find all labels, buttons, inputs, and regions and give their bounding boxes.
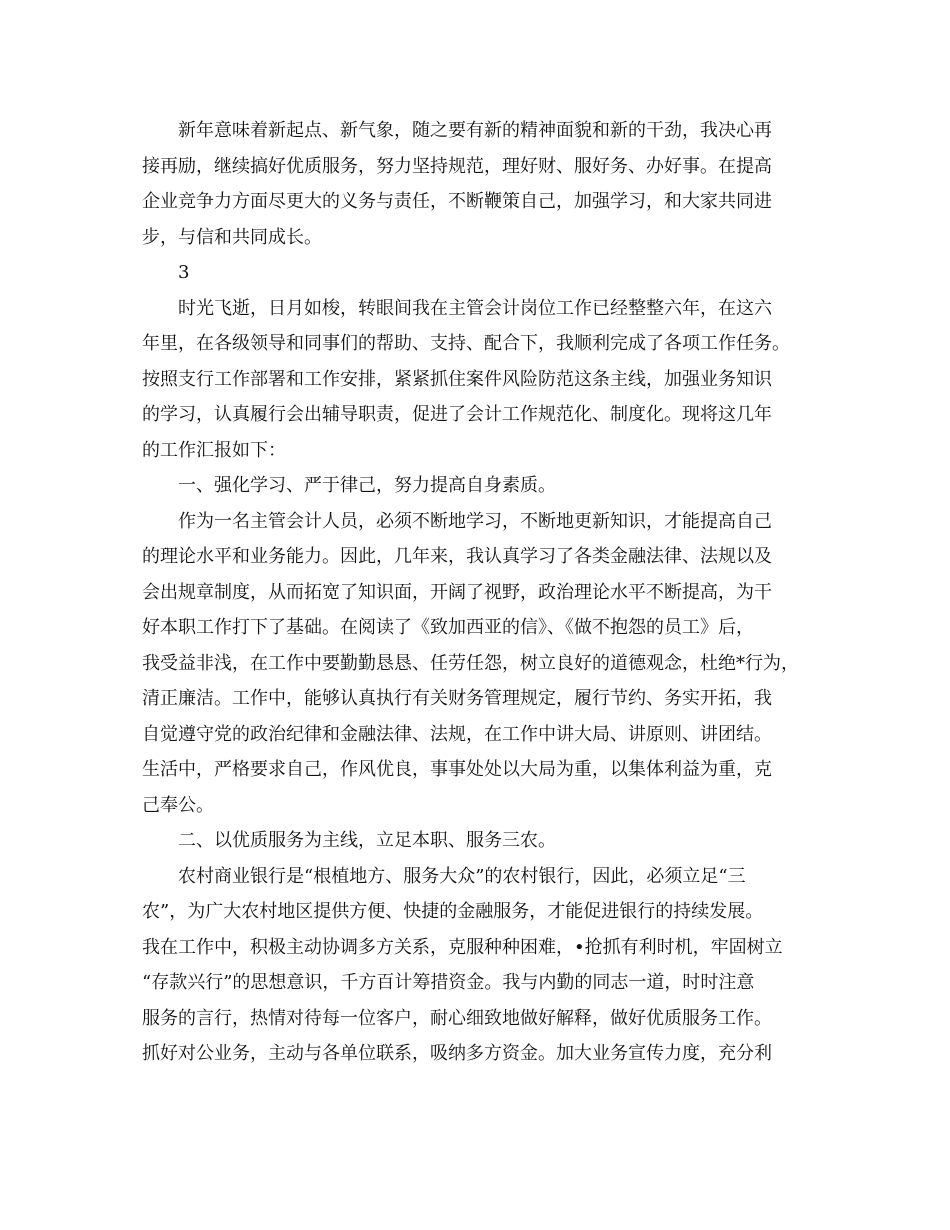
text-line: 3 <box>178 262 190 283</box>
text-line: 己奉公。 <box>142 794 214 816</box>
text-line: 清正廉洁。工作中，能够认真执行有关财务管理规定，履行节约、务实开拓，我 <box>142 688 772 709</box>
text-line: 服务的言行，热情对待每一位客户，耐心细致地做好解释，做好优质服务工作。 <box>142 1007 772 1029</box>
text-line: 会出规章制度，从而拓宽了知识面，开阔了视野，政治理论水平不断提高，为干 <box>142 581 772 603</box>
text-line: 按照支行工作部署和工作安排，紧紧抓住案件风险防范这条主线，加强业务知识 <box>142 368 772 390</box>
text-line: 接再励，继续搞好优质服务，努力坚持规范，理好财、服好务、办好事。在提高 <box>142 155 772 177</box>
text-line: 年里，在各级领导和同事们的帮助、支持、配合下，我顺利完成了各项工作任务。 <box>142 333 790 354</box>
text-line: 好本职工作打下了基础。在阅读了《致加西亚的信》、《做不抱怨的员工》后， <box>142 617 754 638</box>
text-line: 时光飞逝，日月如梭，转眼间我在主管会计岗位工作已经整整六年，在这六 <box>178 297 772 319</box>
text-line: 二、以优质服务为主线，立足本职、服务三农。 <box>178 830 556 851</box>
text-line: 的学习，认真履行会出辅导职责，促进了会计工作规范化、制度化。现将这几年 <box>142 404 772 425</box>
text-line: 的工作汇报如下： <box>142 439 286 461</box>
document-body <box>142 113 822 1072</box>
text-line: 农村商业银行是“根植地方、服务大众”的农村银行，因此，必须立足“三 <box>178 865 746 887</box>
text-line: 企业竞争力方面尽更大的义务与责任，不断鞭策自己，加强学习，和大家共同进 <box>142 191 772 212</box>
text-line: 农”，为广大农村地区提供方便、快捷的金融服务，才能促进银行的持续发展。 <box>142 901 764 922</box>
text-line: 生活中，严格要求自己，作风优良，事事处处以大局为重，以集体利益为重，克 <box>142 759 772 780</box>
text-line: 作为一名主管会计人员，必须不断地学习，不断地更新知识，才能提高自己 <box>178 510 772 532</box>
text-line: 新年意味着新起点、新气象，随之要有新的精神面貌和新的干劲，我决心再 <box>178 120 772 141</box>
text-line: 一、强化学习、严于律己，努力提高自身素质。 <box>178 475 556 496</box>
text-line: 自觉遵守党的政治纪律和金融法律、法规，在工作中讲大局、讲原则、讲团结。 <box>142 723 772 745</box>
text-line: 我在工作中，积极主动协调多方关系，克服种种困难，•抢抓有利时机，牢固树立 <box>142 936 783 958</box>
text-line: “存款兴行”的思想意识，千方百计筹措资金。我与内勤的同志一道，时时注意 <box>142 972 755 993</box>
text-line: 抓好对公业务，主动与各单位联系，吸纳多方资金。加大业务宣传力度，充分利 <box>142 1043 772 1064</box>
text-line: 我受益非浅，在工作中要勤勤恳恳、任劳任怨，树立良好的道德观念，杜绝*行为， <box>142 652 799 674</box>
text-line: 步，与信和共同成长。 <box>142 226 322 248</box>
text-line: 的理论水平和业务能力。因此，几年来，我认真学习了各类金融法律、法规以及 <box>142 546 772 567</box>
